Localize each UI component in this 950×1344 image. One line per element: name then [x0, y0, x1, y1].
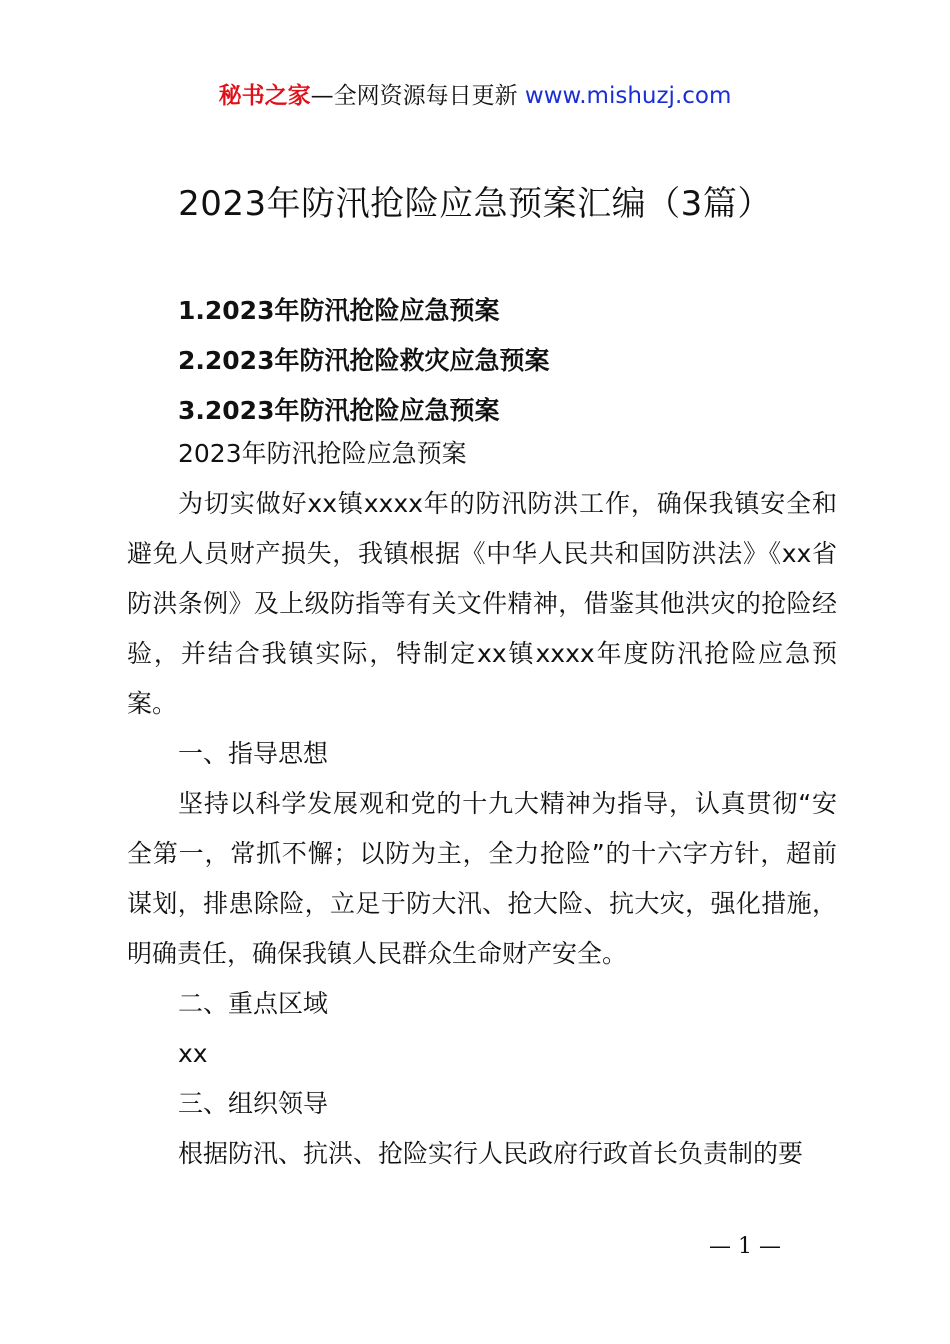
key-areas-paragraph: xx: [178, 1039, 208, 1068]
site-url-link[interactable]: www.mishuzj.com: [524, 83, 732, 109]
toc-item-2[interactable]: 2.2023年防汛抢险救灾应急预案: [178, 346, 550, 375]
header-slogan: —全网资源每日更新: [310, 83, 525, 109]
toc-item-3[interactable]: 3.2023年防汛抢险应急预案: [178, 396, 500, 425]
guiding-ideology-paragraph: 坚持以科学发展观和党的十九大精神为指导，认真贯彻“安全第一，常抓不懈；以防为主，全力抢险”的十六字方针，超前谋划，排患除险，立足于防大汛、抢大险、抗大灾，强化措施，明确责任，确保我镇人民群众生命财产安全。: [127, 789, 837, 968]
toc-item-1[interactable]: 1.2023年防汛抢险应急预案: [178, 296, 500, 325]
heading-guiding-ideology: 一、指导思想: [178, 739, 329, 768]
document-body: [127, 429, 837, 1179]
page-number: — 1 —: [709, 1234, 781, 1259]
heading-organization: 三、组织领导: [178, 1089, 329, 1118]
brand-name: 秘书之家: [218, 83, 311, 109]
table-of-contents: [178, 286, 549, 436]
heading-key-areas: 二、重点区域: [178, 989, 329, 1018]
site-header: [0, 80, 950, 112]
document-title: 2023年防汛抢险应急预案汇编（3篇）: [178, 184, 772, 224]
intro-paragraph: 为切实做好xx镇xxxx年的防汛防洪工作，确保我镇安全和避免人员财产损失，我镇根据《中华人民共和国防洪法》《xx省防洪条例》及上级防指等有关文件精神，借鉴其他洪灾的抢险经验，并结合我镇实际，特制定xx镇xxxx年度防汛抢险应急预案。: [127, 489, 837, 718]
section-title: 2023年防汛抢险应急预案: [178, 439, 467, 468]
organization-paragraph: 根据防汛、抗洪、抢险实行人民政府行政首长负责制的要: [178, 1139, 804, 1168]
